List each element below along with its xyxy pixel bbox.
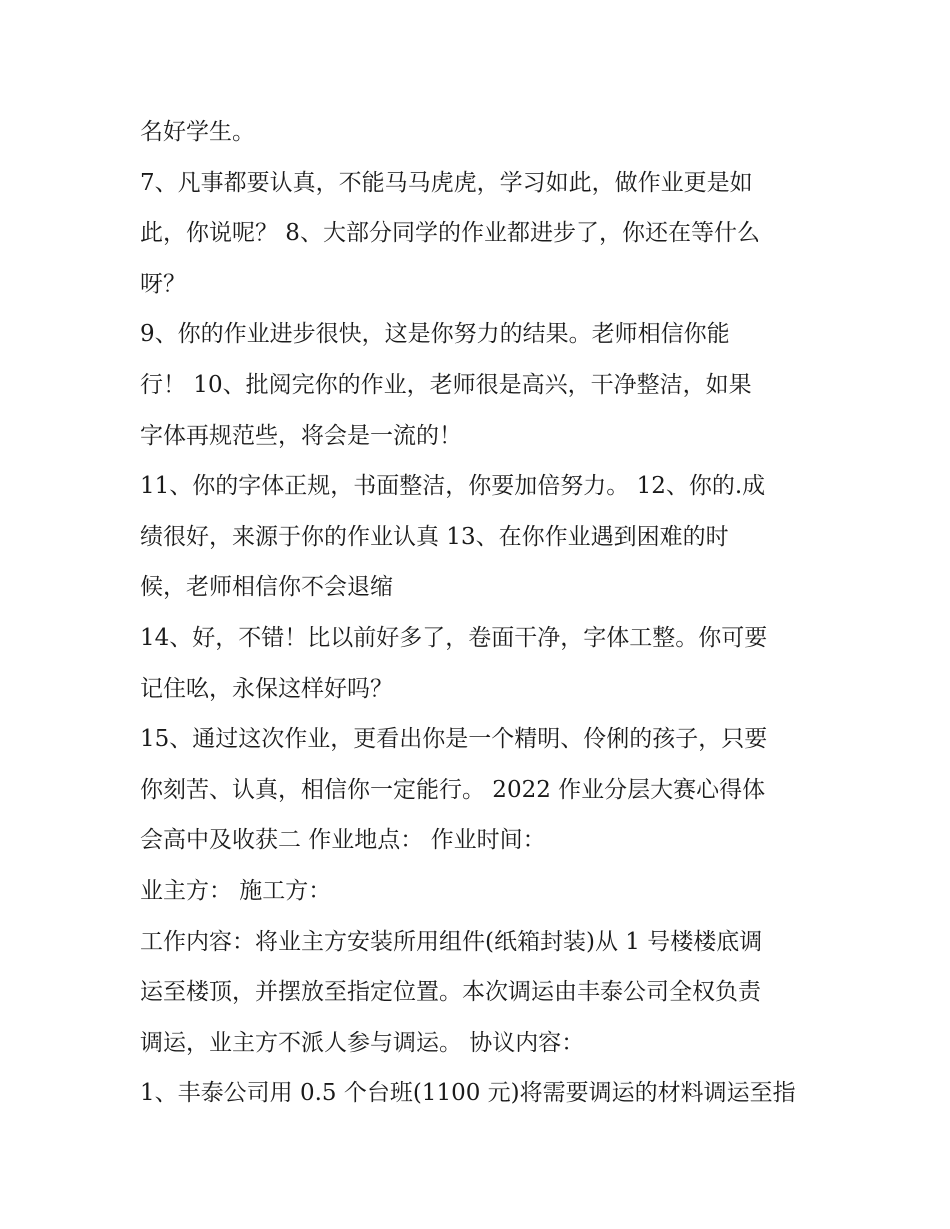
text-line: 字体再规范些，将会是一流的！ [140, 422, 462, 449]
text-line: 名好学生。 [140, 119, 255, 145]
text-line: 14、好，不错！比以前好多了，卷面干净，字体工整。你可要 [140, 624, 768, 651]
text-line: 呀？ [140, 270, 186, 297]
text-line: 运至楼顶，并摆放至指定位置。本次调运由丰泰公司全权负责 [140, 979, 761, 1006]
text-line: 9、你的作业进步很快，这是你努力的结果。老师相信你能 [140, 321, 730, 348]
text-line: 行！ 10、批阅完你的作业，老师很是高兴，干净整洁，如果 [140, 371, 752, 398]
text-line: 你刻苦、认真，相信你一定能行。 2022 作业分层大赛心得体 [140, 776, 766, 803]
text-line: 绩很好，来源于你的作业认真 13、在你作业遇到困难的时 [140, 523, 729, 550]
text-line: 7、凡事都要认真，不能马马虎虎，学习如此，做作业更是如 [140, 169, 753, 196]
text-line: 工作内容：将业主方安装所用组件(纸箱封装)从 1 号楼楼底调 [140, 928, 763, 955]
text-line: 业主方： 施工方： [140, 877, 332, 904]
text-line: 调运，业主方不派人参与调运。 协议内容： [140, 1029, 585, 1056]
text-line: 此，你说呢？ 8、大部分同学的作业都进步了，你还在等什么 [140, 220, 760, 247]
text-line: 1、丰泰公司用 0.5 个台班(1100 元)将需要调运的材料调运至指 [140, 1080, 796, 1107]
text-line: 会高中及收获二 作业地点： 作业时间： [140, 827, 546, 854]
text-line: 候，老师相信你不会退缩 [140, 574, 393, 601]
document-body [140, 107, 820, 1119]
text-line: 15、通过这次作业，更看出你是一个精明、伶俐的孩子，只要 [140, 726, 768, 753]
text-line: 11、你的字体正规，书面整洁，你要加倍努力。 12、你的.成 [140, 473, 766, 500]
text-line: 记住吆，永保这样好吗？ [140, 675, 393, 702]
